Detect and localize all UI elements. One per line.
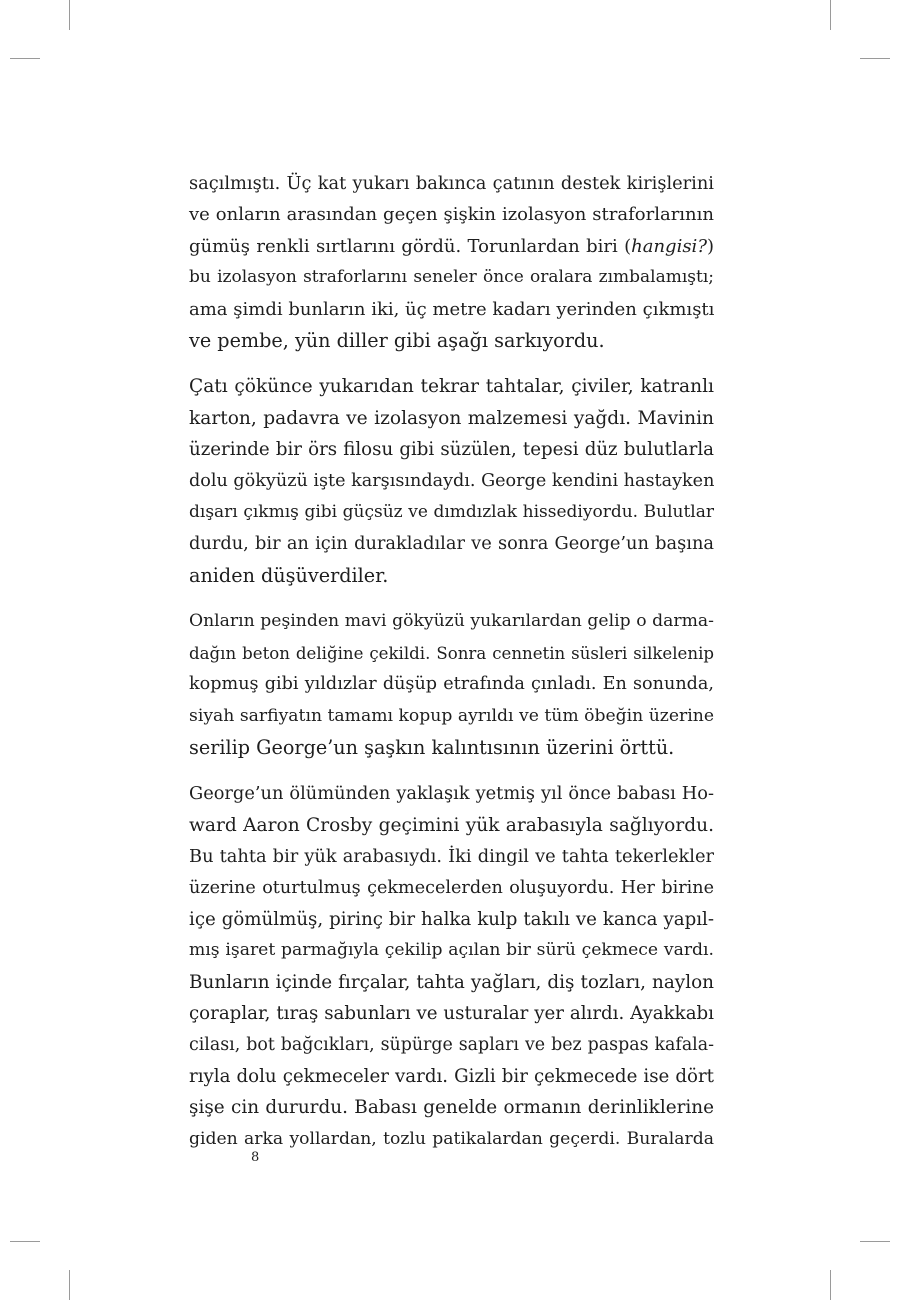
text-line: ama şimdi bunların iki, üç metre kadarı yerinden çıkmıştı	[189, 298, 715, 320]
text-line: dağın beton deliğine çekildi. Sonra cennetin süsleri silkelenip	[189, 643, 714, 663]
text-line: dışarı çıkmış gibi güçsüz ve dımdızlak hissediyordu. Bulutlar	[189, 502, 714, 523]
text-line: serilip George’un şaşkın kalıntısının üzerini örttü.	[189, 735, 675, 759]
text-line: üzerine oturtulmuş çekmecelerden oluşuyordu. Her birine	[189, 877, 714, 898]
paragraph-2	[189, 371, 714, 591]
text-line: bu izolasyon straforlarını seneler önce oralara zımbalamıştı;	[189, 267, 714, 288]
text-line: aniden düşüverdiler.	[189, 563, 389, 587]
text-line: karton, padavra ve izolasyon malzemesi yağdı. Mavinin	[189, 407, 714, 429]
text-line: çoraplar, tıraş sabunları ve usturalar yer alırdı. Ayakkabı	[189, 1003, 714, 1025]
text-line: giden arka yollardan, tozlu patikalardan geçerdi. Buralarda	[189, 1128, 714, 1149]
text-line: George’un ölümünden yaklaşık yetmiş yıl önce babası Ho-	[189, 783, 714, 805]
text-line: Çatı çökünce yukarıdan tekrar tahtalar, çiviler, katranlı	[189, 376, 714, 398]
text-line: ward Aaron Crosby geçimini yük arabasıyla sağlıyordu.	[189, 814, 714, 836]
text-line: siyah sarfiyatın tamamı kopup ayrıldı ve tüm öbeğin üzerine	[189, 705, 714, 726]
text-line: içe gömülmüş, pirinç bir halka kulp takılı ve kanca yapıl-	[189, 908, 714, 930]
paragraph-4	[189, 778, 714, 1155]
crop-mark-bottom-left	[69, 1270, 70, 1300]
text-line: Bu tahta bir yük arabasıydı. İki dingil ve tahta tekerlekler	[189, 846, 714, 868]
text-line: Bunların içinde fırçalar, tahta yağları, diş tozları, naylon	[189, 971, 714, 993]
crop-mark-bottom-right-h	[860, 1241, 890, 1242]
crop-mark-top-right-h	[860, 58, 890, 59]
text-line-with-italic: gümüş renkli sırtlarını gördü. Torunlardan biri (hangisi?)	[189, 235, 714, 257]
text-line: durdu, bir an için durakladılar ve sonra George’un başına	[189, 533, 714, 555]
text-line: ve onların arasından geçen şişkin izolasyon straforlarının	[189, 204, 714, 226]
page-number: 8	[251, 1150, 260, 1165]
text-line: mış işaret parmağıyla çekilip açılan bir sürü çekmece vardı.	[189, 940, 714, 961]
paragraph-3	[189, 606, 714, 763]
text-line: cilası, bot bağcıkları, süpürge sapları ve bez paspas kafala-	[189, 1034, 714, 1055]
crop-mark-top-right	[830, 0, 831, 30]
text-line: rıyla dolu çekmeceler vardı. Gizli bir çekmecede ise dört	[189, 1065, 714, 1087]
text-line: Onların peşinden mavi gökyüzü yukarılardan gelip o darma-	[189, 611, 714, 632]
crop-mark-top-left	[69, 0, 70, 30]
text-line: saçılmıştı. Üç kat yukarı bakınca çatının destek kirişlerini	[189, 173, 714, 194]
crop-mark-bottom-left-h	[10, 1241, 40, 1242]
crop-mark-bottom-right	[830, 1270, 831, 1300]
text-line: dolu gökyüzü işte karşısındaydı. George kendini hastayken	[189, 470, 715, 491]
text-line: şişe cin dururdu. Babası genelde ormanın derinliklerine	[189, 1097, 714, 1119]
italic-word: hangisi?	[631, 235, 707, 257]
text-line: kopmuş gibi yıldızlar düşüp etrafında çınladı. En sonunda,	[189, 674, 714, 695]
text-line: ve pembe, yün diller gibi aşağı sarkıyordu.	[189, 329, 605, 353]
crop-mark-top-left-h	[10, 58, 40, 59]
text-line: üzerinde bir örs filosu gibi süzülen, tepesi düz bulutlarla	[189, 439, 714, 461]
paragraph-1	[189, 168, 714, 356]
page-body	[189, 168, 714, 1170]
